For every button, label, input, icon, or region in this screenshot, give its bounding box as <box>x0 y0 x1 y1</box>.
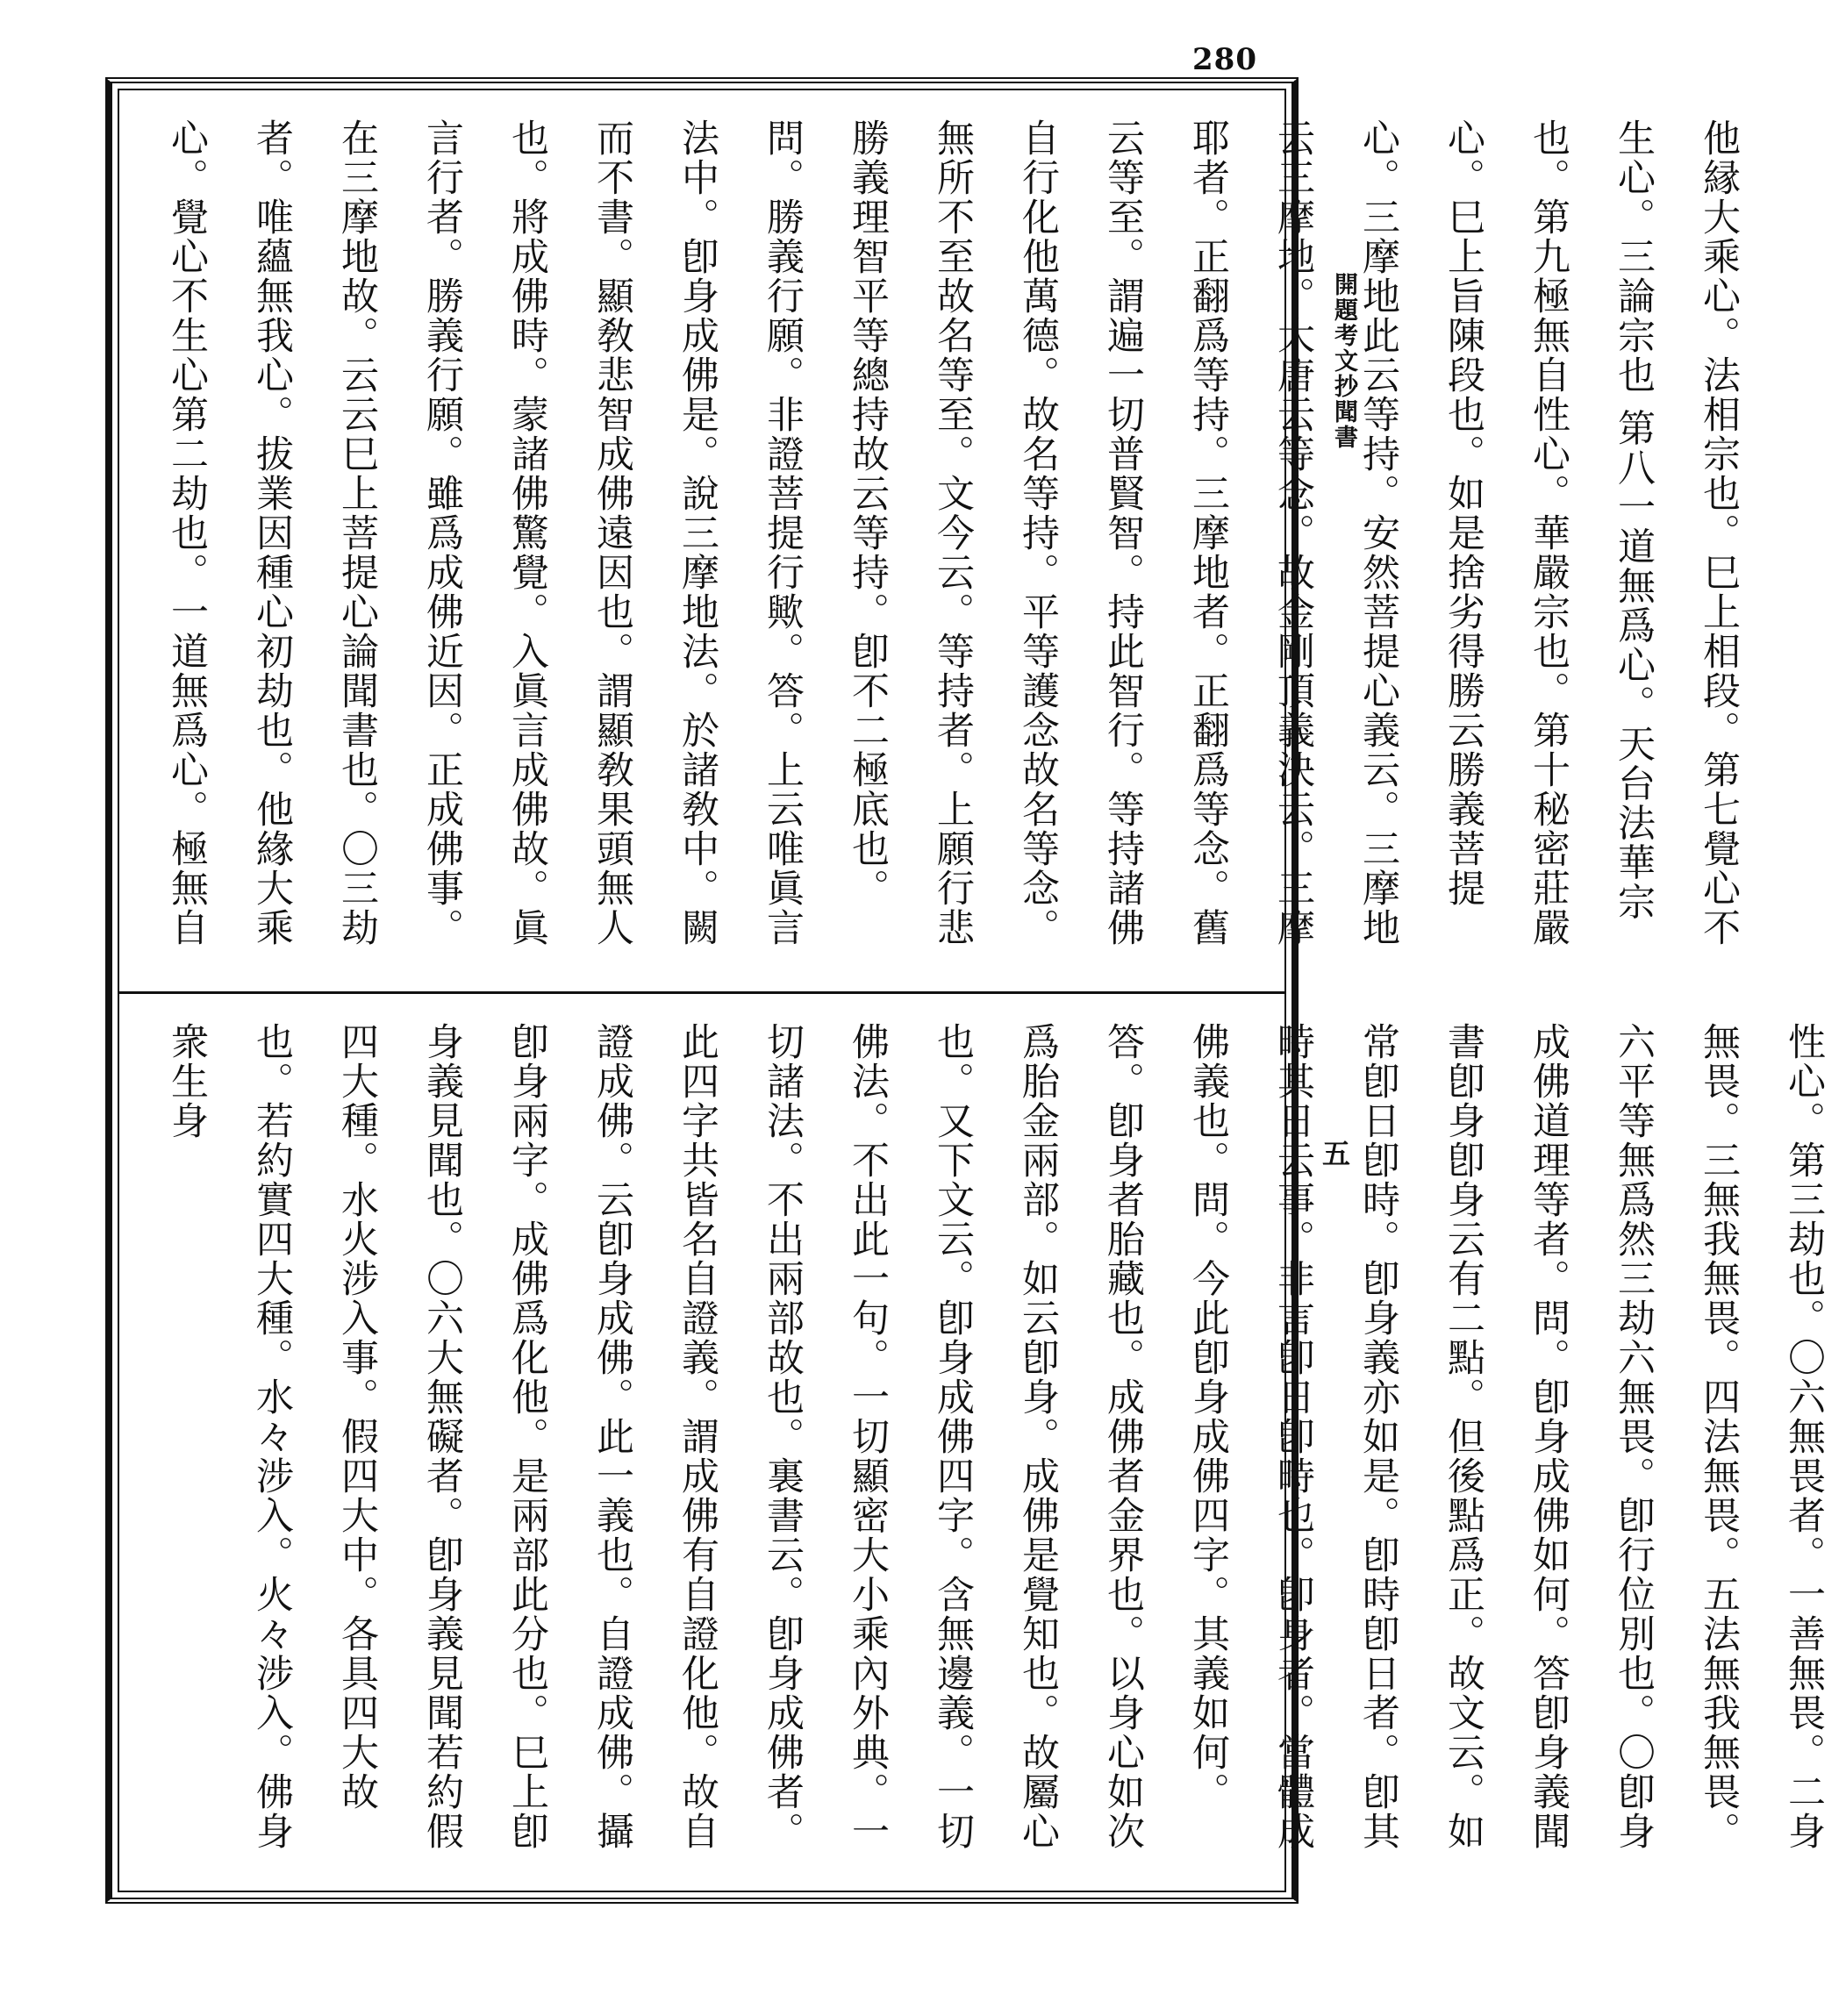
lower-text: 性心。第三劫也。〇六無畏者。一善無畏。二身無畏。三無我無畏。四法無畏。五法無我無畏。六平等無爲然三劫六無畏。卽行位別也。〇卽身成佛道理等者。問。卽身成佛如何。答卽身義聞書卽身卽身云有二點。但後點爲正。故文云。如常卽日卽時。卽身義亦如是。卽時卽日者。卽其時其日云事。非言卽日卽時也。卽身者。當體成佛義也。問。今此卽身成佛四字。其義如何。答。卽身者胎藏也。成佛者金界也。以身心如次爲胎金兩部。如云卽身。成佛是覺知也。故屬心也。又下文云。卽身成佛四字。含無邊義。一切佛法。不出此一句。一切顯密大小乘內外典。一切諸法。不出兩部故也。裏書云。卽身成佛者。此四字共皆名自證義。謂成佛有自證化他。故自證成佛。云卽身成佛。此一義也。自證成佛。攝卽身兩字。成佛爲化他。是兩部此分也。巳上卽身義見聞也。〇六大無礙者。卽身義見聞若約假四大種。水火涉入事。假四大中。各具四大故也。若約實四大種。水々涉入。火々涉入。佛身衆生身 <box>165 1022 1826 1851</box>
folio-number: 五 <box>1321 1137 1350 1170</box>
horizontal-divider <box>119 991 1284 994</box>
running-title: 開題考文抄聞書 <box>1330 272 1357 450</box>
page-number: 280 <box>1192 42 1257 77</box>
upper-text: 他縁大乘心。法相宗也。巳上相段。第七覺心不生心。三論宗也 第八一道無爲心。天台法華宗也。第九極無自性心。華嚴宗也。第十秘密莊嚴心。巳上旨陳段也。如是捨劣得勝云勝義菩提心。三摩地此云等持。安然菩提心義云。三摩地云三摩地。大唐云等念。故金剛頂義決云。三摩耶者。正翻爲等持。三摩地者。正翻爲等念。舊云等至。謂遍一切普賢智。持此智行。等持諸佛自行化他萬德。故名等持。平等護念故名等念。無所不至故名等至。文今云。等持者。上願行悲勝義理智平等總持故云等持。卽不二極底也。問。勝義行願。非證菩提行歟。答。上云唯眞言法中。卽身成佛是。說三摩地法。於諸敎中。闕而不書。顯敎悲智成佛遠因也。謂顯敎果頭無人也。將成佛時。蒙諸佛驚覺。入眞言成佛故。眞言行者。勝義行願。雖爲成佛近因。正成佛事。在三摩地故。云云巳上菩提心論聞書也。〇三劫者。唯蘊無我心。拔業因種心初劫也。他緣大乘心。覺心不生心第二劫也。一道無爲心。極無自 <box>165 118 1741 947</box>
lower-text-block <box>144 1022 1826 1877</box>
